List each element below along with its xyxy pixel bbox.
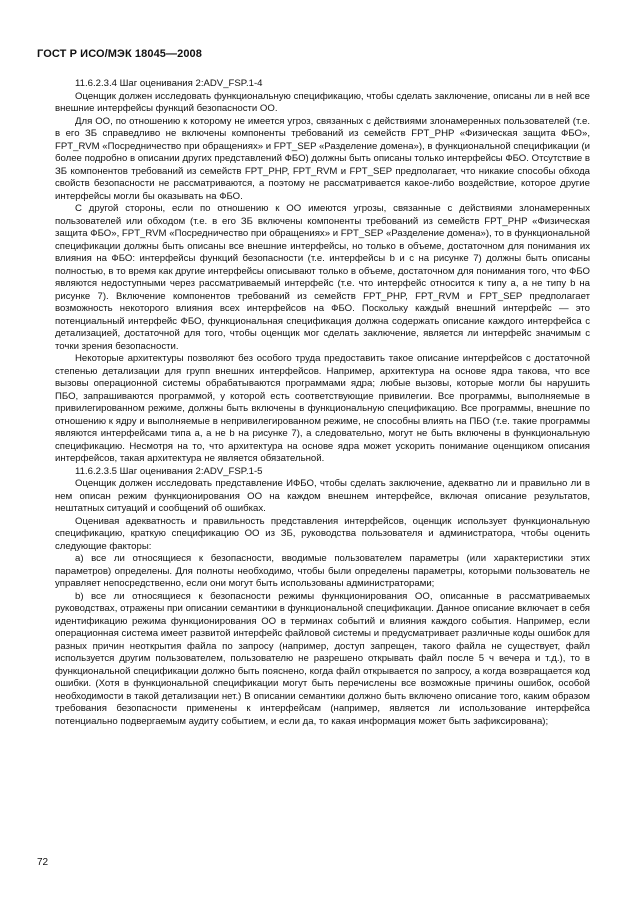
page-number: 72: [37, 857, 49, 868]
list-item: b) все ли относящиеся к безопасности режимы функционирования ОО, описанные в рассматриваемых руководствах, отражены при описании семантики в функциональной спецификации. Данное описание включает в себя идентификацию режима функционирования ОО в терминах событий и влияния каждого события. Например, если операционная система имеет развитой интерфейс файловой системы и предусматривает различные коды ошибок для разных причин неоткрытия файла по запросу (например, доступ запрещен, такого файла не существует, файл используется другим пользователем, пользователю не разрешено открывать файл после 5 ч вечера и т.д.), то в функциональной спецификации должно быть пояснено, когда файл открывается по запросу, а когда возвращается код ошибки. (Хотя в функциональной спецификации могут быть перечислены все возможные причины ошибок, особой необходимости в такой детализации нет.) В описании семантики должно быть включено описание того, каким образом требования безопасности применены к интерфейсам (например, является ли использование интерфейса потенциально подвергаемым аудиту событием, и если да, то какая информация может быть зафиксирована);: [55, 590, 590, 727]
list-item: а) все ли относящиеся к безопасности, вводимые пользователем параметры (или характеристики этих параметров) определены. Для полноты необходимо, чтобы были определены параметры, которыми пользователь не управляет непосредственно, если они могут быть использованы администраторами;: [55, 553, 590, 589]
paragraph: Для ОО, по отношению к которому не имеется угроз, связанных с действиями злонамеренных пользователей (т.е. в его ЗБ справедливо не включены компоненты требований из семейств FPT_PHP «Физическая защита ФБО», FPT_RVM «Посредничество при обращениях» и FPT_SEP «Разделение домена»), в функциональной спецификации (и более подробно в описании других представлений ФБО) должны быть описаны только интерфейсы ФБО. Отсутствие в ЗБ компонентов требований из семейств FPT_PHP, FPT_RVM и FPT_SEP предполагает, что никакие способы обхода свойств безопасности не рассматриваются, а поэтому не рассматривается какое-либо воздействие, которое другие интерфейсы могли бы оказывать на ФБО.: [55, 115, 590, 202]
section-heading: 11.6.2.3.4 Шаг оценивания 2:ADV_FSP.1-4: [75, 78, 263, 89]
paragraph: С другой стороны, если по отношению к ОО имеются угрозы, связанные с действиями злонамеренных пользователей или обходом (т.е. в его ЗБ включены компоненты требований из семейств FPT_PHP «Физическая защита ФБО», FPT_RVM «Посредничество при обращениях» и FPT_SEP «Разделение домена»), то в функциональной спецификации должны быть описаны все внешние интерфейсы, но только в объеме, достаточном для понимания их влияния на ФБО: интерфейсы функций безопасности (т.е. интерфейсы b и c на рисунке 7) должны быть описаны полностью, в то время как другие интерфейсы описывают только в объеме, достаточном для понимания того, что ФБО являются недоступными через рассматриваемый интерфейс (т.е. что интерфейс относится к типу a, а не типу b на рисунке 7). Включение компонентов требований из семейств FPT_PHP, FPT_RVM и FPT_SEP предполагает возможность некоторого влияния всех интерфейсов на ФБО. Поскольку каждый внешний интерфейс — это потенциальный интерфейс ФБО, функциональная спецификация должна содержать описание каждого интерфейса с детализацией, достаточной для того, чтобы оценщик мог сделать заключение, является ли интерфейс значимым с точки зрения безопасности.: [55, 203, 590, 352]
paragraph: Оценщик должен исследовать представление ИФБО, чтобы сделать заключение, адекватно ли и правильно ли в нем описан режим функционирования ОО на каждом внешнем интерфейсе, включая описание результатов, нештатных ситуаций и сообщений об ошибках.: [55, 478, 590, 514]
document-body: [55, 78, 590, 728]
document-header: ГОСТ Р ИСО/МЭК 18045—2008: [37, 48, 202, 60]
paragraph: Некоторые архитектуры позволяют без особого труда предоставить такое описание интерфейсов с достаточной степенью детализации для групп внешних интерфейсов. Например, архитектура на основе ядра такова, что все вызовы операционной системы обрабатываются программами ядра; любые вызовы, которые могли бы нарушить ПБО, запрашиваются программой, у которой есть соответствующие привилегии. Все программы, выполняемые в привилегированном режиме, должны быть включены в функциональную спецификацию. Все программы, внешние по отношению к ядру и выполняемые в непривилегированном режиме, не способны влиять на ПБО (т.е. такие программы являются интерфейсами типа a, а не b на рисунке 7), а следовательно, могут не быть включены в функциональную спецификацию. Несмотря на то, что архитектура на основе ядра может ускорить понимание оценщиком описания интерфейсов, такая архитектура не является обязательной.: [55, 353, 590, 464]
section-heading: 11.6.2.3.5 Шаг оценивания 2:ADV_FSP.1-5: [75, 465, 263, 477]
paragraph: Оценщик должен исследовать функциональную спецификацию, чтобы сделать заключение, описаны ли в ней все внешние интерфейсы функций безопасности ОО.: [55, 90, 590, 114]
paragraph: Оценивая адекватность и правильность представления интерфейсов, оценщик использует функциональную спецификацию, краткую спецификацию ОО из ЗБ, руководства пользователя и администратора, чтобы оценить следующие факторы:: [55, 515, 590, 552]
